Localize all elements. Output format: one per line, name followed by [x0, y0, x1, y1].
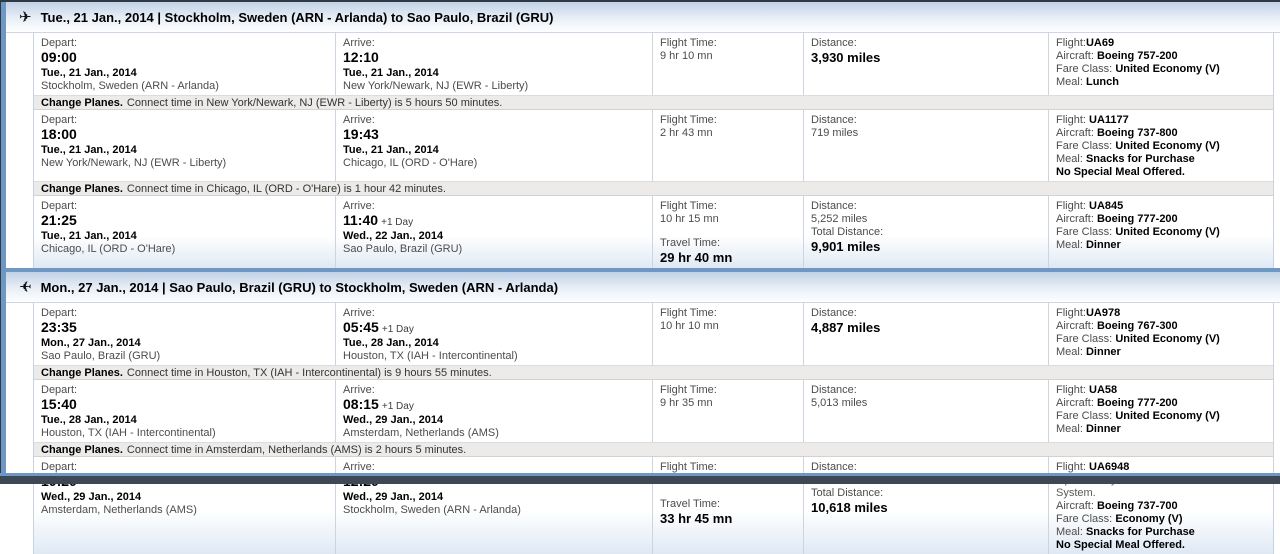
meal-label: Meal:: [1056, 153, 1083, 165]
flight-time-cell: [652, 196, 803, 268]
aircraft-label: Aircraft:: [1056, 320, 1094, 332]
depart-label: Depart:: [41, 461, 78, 473]
depart-label: Depart:: [41, 114, 78, 126]
flight-segment-row: [34, 110, 1273, 181]
arrive-cell: [335, 457, 652, 554]
arrive-label: Arrive:: [343, 461, 375, 473]
arrive-date: Tue., 21 Jan., 2014: [343, 67, 439, 79]
distance-cell: [803, 196, 1048, 268]
return-section: [6, 272, 1280, 554]
total-distance-value: 10,618 miles: [811, 500, 888, 515]
fare-class-label: Fare Class:: [1056, 63, 1113, 75]
plane-departure-icon: ✈: [19, 7, 32, 26]
depart-cell: [34, 33, 335, 95]
aircraft-value: Boeing 757-200: [1096, 50, 1178, 62]
depart-cell: [34, 110, 335, 181]
depart-cell: [34, 196, 335, 268]
meal-value: Dinner: [1085, 346, 1121, 358]
flight-info-cell: [1048, 380, 1273, 442]
arrive-time: 11:40: [343, 212, 379, 228]
meal-label: Meal:: [1056, 76, 1083, 88]
depart-location: Chicago, IL (ORD - O'Hare): [41, 243, 176, 255]
flight-time-cell: [652, 33, 803, 95]
fare-class-value: United Economy (V): [1115, 333, 1220, 345]
aircraft-label: Aircraft:: [1056, 397, 1094, 409]
flight-number: UA6948: [1089, 461, 1130, 473]
flight-time-value: 9 hr 10 mn: [660, 50, 713, 62]
arrive-time: 12:10: [343, 49, 379, 65]
aircraft-value: Boeing 777-200: [1096, 397, 1178, 409]
meal-label: Meal:: [1056, 526, 1083, 538]
fare-class-label: Fare Class:: [1056, 513, 1113, 525]
depart-location: Houston, TX (IAH - Intercontinental): [41, 427, 216, 439]
arrive-location: New York/Newark, NJ (EWR - Liberty): [343, 80, 529, 92]
depart-date: Tue., 21 Jan., 2014: [41, 144, 137, 156]
meal-value: Snacks for Purchase: [1085, 153, 1195, 165]
depart-location: Stockholm, Sweden (ARN - Arlanda): [41, 80, 219, 92]
distance-cell: [803, 457, 1048, 554]
aircraft-label: Aircraft:: [1056, 127, 1094, 139]
flight-time-cell: [652, 457, 803, 554]
connect-time-text: Connect time in Houston, TX (IAH - Intercontinental) is 9 hours 55 minutes.: [126, 366, 492, 379]
meal-value: Dinner: [1085, 423, 1121, 435]
no-special-meal-note: No Special Meal Offered.: [1056, 166, 1185, 178]
arrive-date: Wed., 29 Jan., 2014: [343, 414, 444, 426]
arrive-location: Amsterdam, Netherlands (AMS): [343, 427, 499, 439]
arrive-label: Arrive:: [343, 307, 375, 319]
flight-number: UA978: [1085, 307, 1121, 319]
arrive-label: Arrive:: [343, 114, 375, 126]
distance-value: 5,252 miles: [811, 213, 868, 225]
flight-segment-row: [34, 33, 1273, 95]
depart-cell: [34, 457, 335, 554]
aircraft-label: Aircraft:: [1056, 500, 1094, 512]
plus-day-note: +1 Day: [381, 324, 414, 335]
meal-value: Lunch: [1085, 76, 1119, 88]
depart-label: Depart:: [41, 37, 78, 49]
fare-class-label: Fare Class:: [1056, 140, 1113, 152]
depart-date: Mon., 27 Jan., 2014: [41, 337, 141, 349]
distance-label: Distance:: [811, 461, 857, 473]
return-segments-table: [33, 303, 1274, 554]
flight-number: UA845: [1089, 200, 1124, 212]
depart-label: Depart:: [41, 307, 78, 319]
travel-time-label: Travel Time:: [660, 498, 721, 510]
change-planes-label: Change Planes.: [41, 366, 123, 379]
meal-label: Meal:: [1056, 346, 1083, 358]
depart-date: Wed., 29 Jan., 2014: [41, 491, 142, 503]
flight-time-value: 9 hr 35 mn: [660, 397, 713, 409]
flight-number: UA58: [1089, 384, 1118, 396]
distance-label: Distance:: [811, 307, 857, 319]
change-planes-label: Change Planes.: [41, 182, 123, 195]
flight-time-label: Flight Time:: [660, 37, 717, 49]
depart-cell: [34, 303, 335, 365]
flight-number: UA1177: [1089, 114, 1129, 126]
fare-class-value: United Economy (V): [1115, 410, 1220, 422]
itinerary-content: [6, 2, 1280, 554]
no-special-meal-note: No Special Meal Offered.: [1056, 539, 1185, 551]
aircraft-value: Boeing 767-300: [1096, 320, 1178, 332]
depart-time: 23:35: [41, 319, 77, 335]
fare-class-value: Economy (V): [1115, 513, 1183, 525]
arrive-cell: [335, 380, 652, 442]
arrive-location: Houston, TX (IAH - Intercontinental): [343, 350, 518, 362]
fare-class-value: United Economy (V): [1115, 140, 1220, 152]
aircraft-label: Aircraft:: [1056, 213, 1094, 225]
fare-class-label: Fare Class:: [1056, 226, 1113, 238]
arrive-cell: [335, 33, 652, 95]
depart-label: Depart:: [41, 200, 78, 212]
flight-label: Flight:: [1056, 200, 1086, 212]
flight-label: Flight:: [1056, 461, 1086, 473]
depart-time: 21:25: [41, 212, 77, 228]
arrive-location: Chicago, IL (ORD - O'Hare): [343, 157, 478, 169]
connect-time-text: Connect time in Chicago, IL (ORD - O'Hare) is 1 hour 42 minutes.: [126, 182, 446, 195]
distance-cell: [803, 380, 1048, 442]
outbound-segments-table: [33, 33, 1274, 268]
distance-value: 5,013 miles: [811, 397, 868, 409]
bottom-dark-border: [0, 476, 1280, 484]
left-frame-strip: [0, 2, 6, 484]
bottom-frame: [0, 473, 1280, 484]
depart-location: Amsterdam, Netherlands (AMS): [41, 504, 197, 516]
flight-time-cell: [652, 110, 803, 181]
total-distance-value: 9,901 miles: [811, 239, 881, 254]
flight-time-value: 2 hr 43 mn: [660, 127, 713, 139]
distance-cell: [803, 33, 1048, 95]
depart-time: 09:00: [41, 49, 77, 65]
flight-time-cell: [652, 303, 803, 365]
distance-cell: [803, 303, 1048, 365]
meal-label: Meal:: [1056, 239, 1083, 251]
flight-time-cell: [652, 380, 803, 442]
depart-location: New York/Newark, NJ (EWR - Liberty): [41, 157, 227, 169]
connect-time-text: Connect time in Amsterdam, Netherlands (AMS) is 2 hours 5 minutes.: [126, 443, 467, 456]
meal-value: Dinner: [1085, 239, 1121, 251]
distance-label: Distance:: [811, 37, 857, 49]
change-planes-row: [34, 365, 1273, 380]
travel-time-value: 29 hr 40 mn: [660, 250, 733, 265]
flight-time-label: Flight Time:: [660, 384, 717, 396]
meal-value: Snacks for Purchase: [1085, 526, 1195, 538]
flight-time-label: Flight Time:: [660, 114, 717, 126]
fare-class-label: Fare Class:: [1056, 410, 1113, 422]
flight-info-cell: [1048, 303, 1273, 365]
arrive-cell: [335, 196, 652, 268]
total-distance-label: Total Distance:: [811, 226, 884, 238]
flight-time-label: Flight Time:: [660, 200, 717, 212]
depart-time: 15:40: [41, 396, 77, 412]
depart-date: Tue., 28 Jan., 2014: [41, 414, 137, 426]
arrive-label: Arrive:: [343, 200, 375, 212]
fare-class-label: Fare Class:: [1056, 333, 1113, 345]
depart-cell: [34, 380, 335, 442]
outbound-section: [6, 2, 1280, 268]
arrive-location: Stockholm, Sweden (ARN - Arlanda): [343, 504, 521, 516]
travel-time-value: 33 hr 45 mn: [660, 511, 733, 526]
distance-value: 4,887 miles: [811, 320, 881, 335]
change-planes-row: [34, 95, 1273, 110]
flight-segment-row: [34, 457, 1273, 554]
plus-day-note: +1 Day: [381, 401, 414, 412]
arrive-date: Wed., 22 Jan., 2014: [343, 230, 444, 242]
change-planes-row: [34, 442, 1273, 457]
distance-label: Distance:: [811, 384, 857, 396]
depart-date: Tue., 21 Jan., 2014: [41, 67, 137, 79]
flight-time-label: Flight Time:: [660, 461, 717, 473]
flight-number: UA69: [1085, 37, 1115, 49]
flight-info-cell: [1048, 457, 1273, 554]
arrive-date: Tue., 28 Jan., 2014: [343, 337, 439, 349]
plane-return-icon: ✈: [19, 277, 32, 296]
flight-segment-row: [34, 196, 1273, 268]
flight-segment-row: [34, 380, 1273, 442]
arrive-label: Arrive:: [343, 384, 375, 396]
plus-day-note: +1 Day: [381, 217, 414, 228]
arrive-label: Arrive:: [343, 37, 375, 49]
return-section-title: Mon., 27 Jan., 2014 | Sao Paulo, Brazil (GRU) to Stockholm, Sweden (ARN - Arlanda): [40, 279, 559, 295]
aircraft-label: Aircraft:: [1056, 50, 1094, 62]
change-planes-label: Change Planes.: [41, 443, 123, 456]
operated-by-note: System.: [1056, 487, 1096, 499]
depart-date: Tue., 21 Jan., 2014: [41, 230, 137, 242]
flight-info-cell: [1048, 33, 1273, 95]
flight-label: Flight:: [1056, 307, 1086, 319]
total-distance-label: Total Distance:: [811, 487, 884, 499]
connect-time-text: Connect time in New York/Newark, NJ (EWR - Liberty) is 5 hours 50 minutes.: [126, 96, 503, 109]
flight-time-value: 10 hr 10 mn: [660, 320, 719, 332]
distance-cell: [803, 110, 1048, 181]
depart-location: Sao Paulo, Brazil (GRU): [41, 350, 161, 362]
flight-label: Flight:: [1056, 37, 1086, 49]
flight-label: Flight:: [1056, 114, 1086, 126]
arrive-cell: [335, 110, 652, 181]
fare-class-value: United Economy (V): [1115, 226, 1220, 238]
flight-info-cell: [1048, 110, 1273, 181]
flight-info-cell: [1048, 196, 1273, 268]
distance-value: 719 miles: [811, 127, 859, 139]
flight-segment-row: [34, 303, 1273, 365]
distance-value: 3,930 miles: [811, 50, 881, 65]
aircraft-value: Boeing 737-700: [1096, 500, 1178, 512]
arrive-time: 05:45: [343, 319, 379, 335]
distance-label: Distance:: [811, 114, 857, 126]
meal-label: Meal:: [1056, 423, 1083, 435]
arrive-date: Tue., 21 Jan., 2014: [343, 144, 439, 156]
depart-label: Depart:: [41, 384, 78, 396]
arrive-time: 19:43: [343, 126, 379, 142]
travel-time-label: Travel Time:: [660, 237, 721, 249]
change-planes-row: [34, 181, 1273, 196]
change-planes-label: Change Planes.: [41, 96, 123, 109]
aircraft-value: Boeing 777-200: [1096, 213, 1178, 225]
arrive-time: 08:15: [343, 396, 379, 412]
aircraft-value: Boeing 737-800: [1096, 127, 1178, 139]
arrive-cell: [335, 303, 652, 365]
distance-label: Distance:: [811, 200, 857, 212]
flight-time-label: Flight Time:: [660, 307, 717, 319]
depart-time: 18:00: [41, 126, 77, 142]
arrive-date: Wed., 29 Jan., 2014: [343, 491, 444, 503]
outbound-section-header: [6, 2, 1280, 33]
fare-class-value: United Economy (V): [1115, 63, 1220, 75]
outbound-section-title: Tue., 21 Jan., 2014 | Stockholm, Sweden (ARN - Arlanda) to Sao Paulo, Brazil (GRU): [40, 9, 554, 25]
return-section-header: [6, 272, 1280, 303]
arrive-location: Sao Paulo, Brazil (GRU): [343, 243, 463, 255]
flight-label: Flight:: [1056, 384, 1086, 396]
flight-time-value: 10 hr 15 mn: [660, 213, 719, 225]
